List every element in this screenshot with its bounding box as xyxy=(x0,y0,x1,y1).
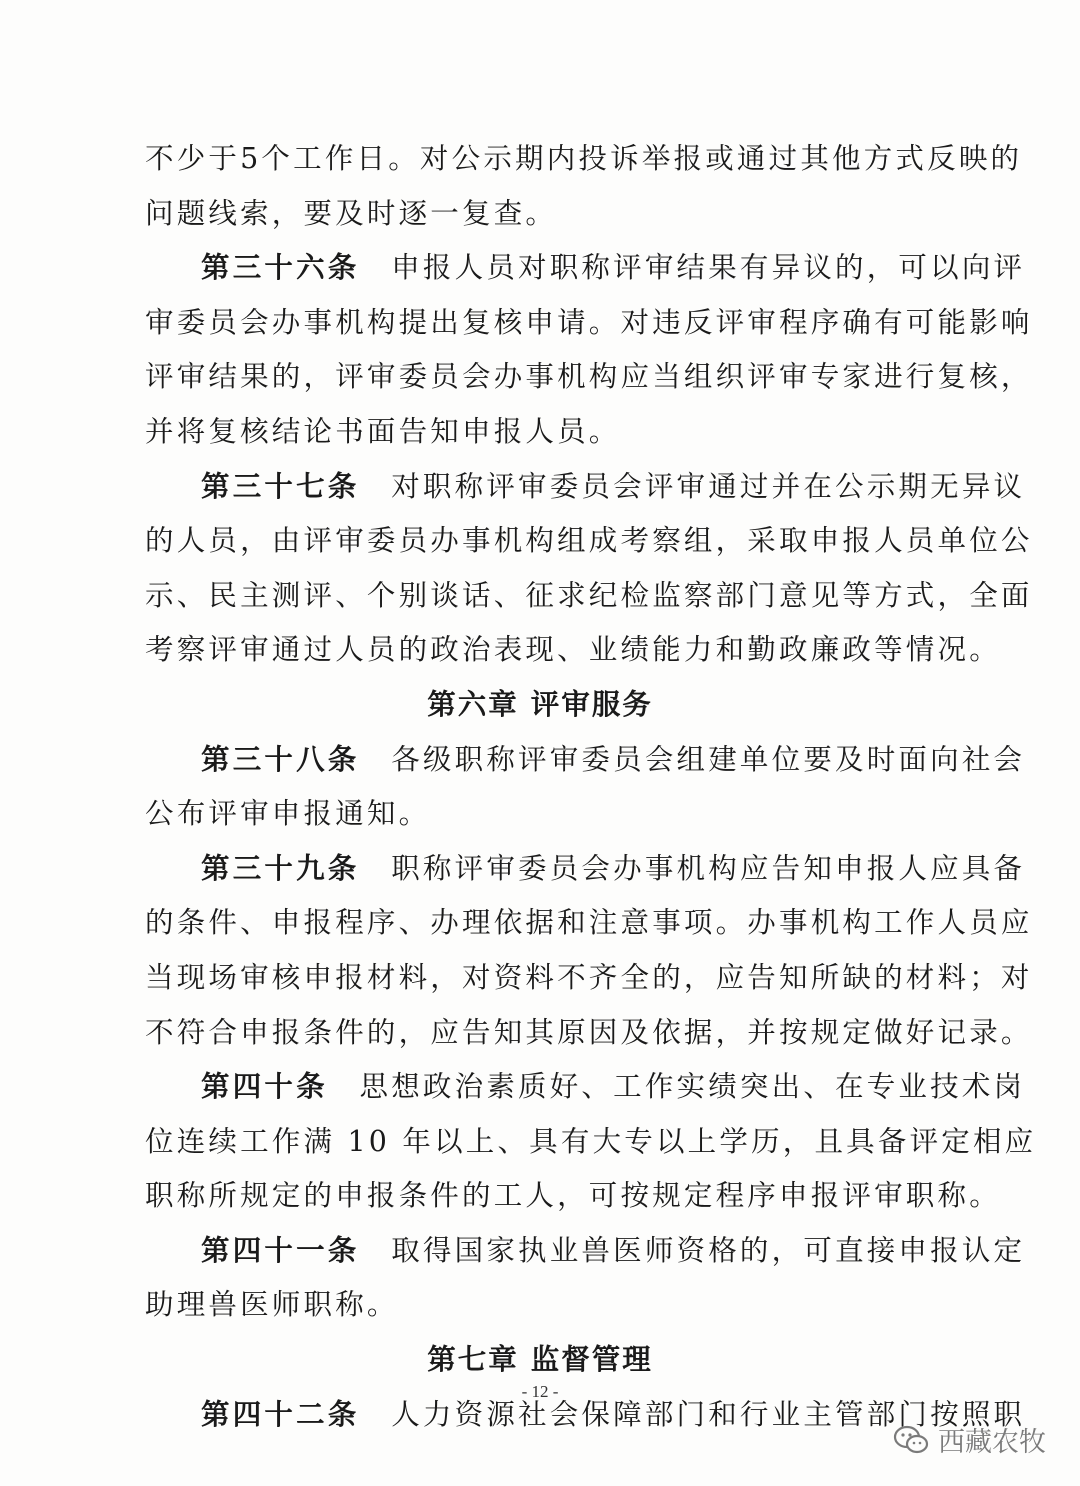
text-line: 不符合申报条件的，应告知其原因及依据，并按规定做好记录。 xyxy=(145,1015,1033,1049)
article-text: 职称评审委员会办事机构应告知申报人应具备 xyxy=(391,851,1026,885)
text-line: 的条件、申报程序、办理依据和注意事项。办事机构工作人员应 xyxy=(145,906,1033,940)
article-text: 各级职称评审委员会组建单位要及时面向社会 xyxy=(391,742,1026,776)
chapter-heading: 第六章 评审服务 xyxy=(427,687,653,721)
text-line xyxy=(145,1224,1026,1279)
article-text: 思想政治素质好、工作实绩突出、在专业技术岗 xyxy=(359,1070,1026,1104)
document-body xyxy=(145,132,1037,1442)
article-paragraph xyxy=(145,733,1026,842)
text-line: 位连续工作满 10 年以上、具有大专以上学历，且具备评定相应 xyxy=(145,1124,1037,1158)
text-line: 的人员，由评审委员办事机构组成考察组，采取申报人员单位公 xyxy=(145,524,1033,558)
wechat-icon xyxy=(892,1424,930,1456)
article-number: 第三十八条 xyxy=(201,742,360,776)
text-line: 不少于5个工作日。对公示期内投诉举报或通过其他方式反映的 xyxy=(145,142,1023,175)
text-line xyxy=(145,842,1026,897)
article-paragraph xyxy=(145,460,1033,678)
article-number: 第三十九条 xyxy=(201,851,360,885)
article-number: 第三十六条 xyxy=(201,251,360,285)
article-text: 取得国家执业兽医师资格的，可直接申报认定 xyxy=(391,1233,1026,1267)
text-line: 审委员会办事机构提出复核申请。对违反评审程序确有可能影响 xyxy=(145,305,1033,339)
article-number: 第三十七条 xyxy=(201,469,360,503)
text-line: 并将复核结论书面告知申报人员。 xyxy=(145,414,621,448)
text-line: 考察评审通过人员的政治表现、业绩能力和勤政廉政等情况。 xyxy=(145,633,1001,667)
text-line xyxy=(145,460,1026,515)
text-line: 助理兽医师职称。 xyxy=(145,1288,399,1322)
article-paragraph xyxy=(145,241,1033,459)
text-line xyxy=(145,733,1026,788)
text-line: 问题线索，要及时逐一复查。 xyxy=(145,196,558,230)
article-text: 对职称评审委员会评审通过并在公示期无异议 xyxy=(391,469,1026,503)
wechat-watermark xyxy=(892,1420,1046,1459)
text-line: 当现场审核申报材料，对资料不齐全的，应告知所缺的材料；对 xyxy=(145,960,1033,994)
watermark-text: 西藏农牧 xyxy=(938,1427,1046,1458)
text-line: 职称所规定的申报条件的工人，可按规定程序申报评审职称。 xyxy=(145,1179,1001,1213)
text-line xyxy=(145,241,1026,296)
article-number: 第四十条 xyxy=(201,1070,328,1104)
chapter-heading: 第七章 监督管理 xyxy=(427,1343,653,1377)
article-text: 人力资源社会保障部门和行业主管部门按照职 xyxy=(391,1397,1026,1431)
text-line: 评审结果的，评审委员会办事机构应当组织评审专家进行复核， xyxy=(145,360,1033,394)
article-number: 第四十二条 xyxy=(201,1397,360,1431)
text-line xyxy=(145,1060,1026,1115)
article-number: 第四十一条 xyxy=(201,1233,360,1267)
article-paragraph xyxy=(145,1060,1037,1224)
continuation-paragraph xyxy=(145,132,1023,241)
article-paragraph xyxy=(145,842,1033,1060)
text-line: 示、民主测评、个别谈话、征求纪检监察部门意见等方式，全面 xyxy=(145,578,1033,612)
page-number: - 12 - xyxy=(521,1382,559,1401)
article-paragraph xyxy=(145,1224,1026,1333)
article-text: 申报人员对职称评审结果有异议的，可以向评 xyxy=(391,251,1026,285)
text-line: 公布评审申报通知。 xyxy=(145,797,431,831)
